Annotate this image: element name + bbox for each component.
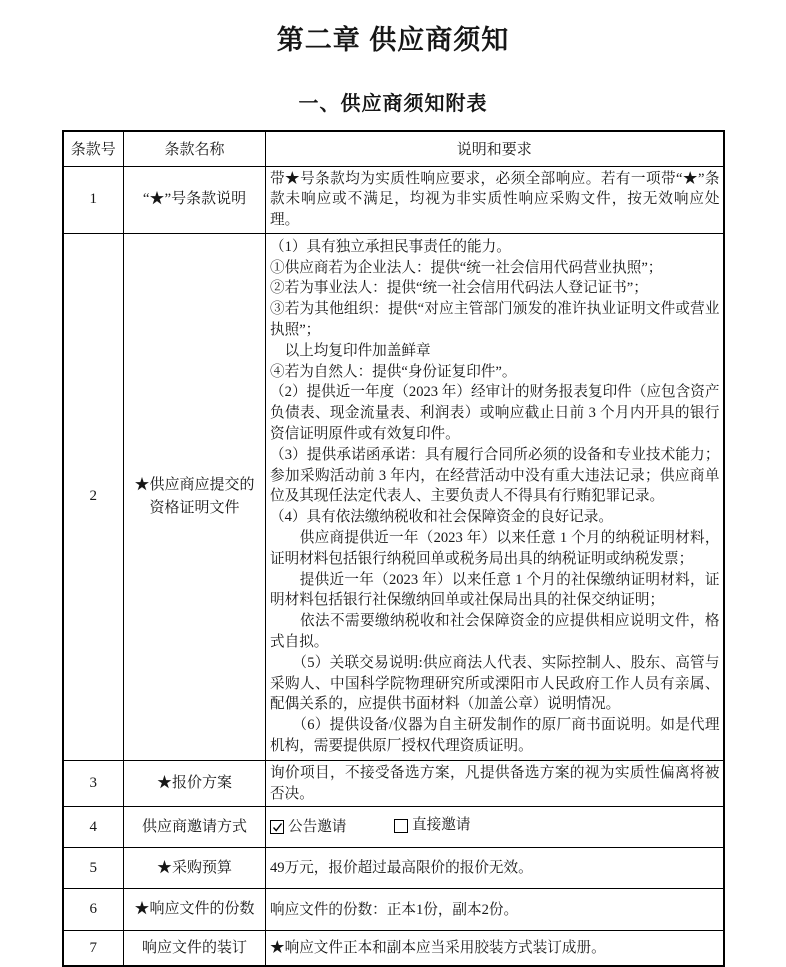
table-row-3 bbox=[63, 760, 724, 807]
option-label: 公告邀请 bbox=[288, 818, 347, 835]
clause-description bbox=[266, 760, 724, 807]
clause-description bbox=[266, 166, 724, 233]
description-paragraph: 以上均复印件加盖鲜章 bbox=[270, 342, 431, 359]
description-paragraph: （4）具有依法缴纳税收和社会保障资金的良好记录。 bbox=[270, 509, 613, 526]
description-paragraph: 带★号条款均为实质性响应要求，必须全部响应。若有一项带“★”条款未响应或不满足，均视为非实质性响应采购文件，按无效响应处理。 bbox=[270, 170, 720, 229]
clause-description bbox=[266, 807, 724, 848]
clause-description bbox=[266, 233, 724, 760]
column-header-description: 说明和要求 bbox=[266, 131, 724, 166]
description-paragraph: （6）提供设备/仪器为自主研发制作的原厂商书面说明。如是代理机构，需要提供原厂授权代理资质证明。 bbox=[270, 717, 720, 755]
table-row-2 bbox=[63, 233, 724, 760]
clause-description bbox=[266, 848, 724, 889]
table-header-row bbox=[63, 131, 724, 166]
table-row-6 bbox=[63, 889, 724, 931]
clause-number: 6 bbox=[63, 889, 124, 931]
clause-number: 1 bbox=[63, 166, 124, 233]
description-paragraph: 响应文件的份数：正本1份，副本2份。 bbox=[270, 901, 519, 918]
clause-name: “★”号条款说明 bbox=[124, 166, 266, 233]
description-paragraph: 提供近一年（2023 年）以来任意 1 个月的社保缴纳证明材料，证明材料包括银行社保缴纳回单或社保局出具的社保交纳证明； bbox=[270, 571, 720, 609]
table-row-1 bbox=[63, 166, 724, 233]
check-glyph bbox=[272, 822, 283, 833]
clause-number: 3 bbox=[63, 760, 124, 807]
clause-name: 响应文件的装订 bbox=[124, 931, 266, 966]
description-paragraph: ①供应商若为企业法人：提供“统一社会信用代码营业执照”； bbox=[270, 259, 663, 276]
checkbox-unchecked-icon bbox=[394, 819, 408, 833]
chapter-title: 第二章 供应商须知 bbox=[276, 25, 510, 55]
table-row-7 bbox=[63, 931, 724, 966]
clause-name: 供应商邀请方式 bbox=[124, 807, 266, 848]
description-paragraph: （5）关联交易说明:供应商法人代表、实际控制人、股东、高管与采购人、中国科学院物理研究所或溧阳市人民政府工作人员有亲属、配偶关系的，应提供书面材料（加盖公章）说明情况。 bbox=[270, 654, 720, 713]
description-paragraph: 依法不需要缴纳税收和社会保障资金的应提供相应说明文件，格式自拟。 bbox=[270, 613, 720, 651]
description-paragraph: 供应商提供近一年（2023 年）以来任意 1 个月的纳税证明材料，证明材料包括银行纳税回单或税务局出具的纳税证明或纳税发票； bbox=[270, 530, 720, 567]
description-paragraph: 49万元，报价超过最高限价的报价无效。 bbox=[270, 860, 533, 876]
clause-number: 5 bbox=[63, 848, 124, 889]
description-paragraph: ★响应文件正本和副本应当采用胶装方式装订成册。 bbox=[270, 939, 606, 956]
table-row-4 bbox=[63, 807, 724, 848]
checkbox-checked-icon bbox=[270, 820, 284, 834]
table-row-5 bbox=[63, 848, 724, 889]
invitation-option-direct bbox=[394, 815, 470, 836]
description-paragraph: ②若为事业法人：提供“统一社会信用代码法人登记证书”； bbox=[270, 280, 648, 297]
option-label: 直接邀请 bbox=[412, 817, 471, 834]
description-paragraph: （3）提供承诺函承诺：具有履行合同所必须的设备和专业技术能力；参加采购活动前 3 年内，在经营活动中没有重大违法记录；供应商单位及其现任法定代表人、主要负责人不得具有行贿犯罪记录。 bbox=[270, 446, 720, 505]
clause-number: 2 bbox=[63, 233, 124, 760]
clause-number: 4 bbox=[63, 807, 124, 848]
clause-name: ★供应商应提交的资格证明文件 bbox=[124, 233, 266, 760]
description-paragraph: ③若为其他组织：提供“对应主管部门颁发的准许执业证明文件或营业执照”； bbox=[270, 301, 720, 339]
description-paragraph: 询价项目，不接受备选方案，凡提供备选方案的视为实质性偏离将被否决。 bbox=[270, 764, 720, 802]
description-paragraph: ④若为自然人：提供“身份证复印件”。 bbox=[270, 363, 517, 380]
section-title: 一、供应商须知附表 bbox=[298, 93, 488, 115]
clause-description bbox=[266, 931, 724, 966]
clause-name: ★采购预算 bbox=[124, 848, 266, 889]
description-paragraph: （1）具有独立承担民事责任的能力。 bbox=[270, 238, 511, 255]
clause-name: ★响应文件的份数 bbox=[124, 889, 266, 931]
supplier-notice-table bbox=[62, 130, 725, 967]
column-header-clause-no: 条款号 bbox=[63, 131, 124, 166]
clause-name: ★报价方案 bbox=[124, 760, 266, 807]
description-paragraph: （2）提供近一年度（2023 年）经审计的财务报表复印件（应包含资产负债表、现金流量表、利润表）或响应截止日前 3 个月内开具的银行资信证明原件或有效复印件。 bbox=[270, 384, 720, 443]
invitation-option-public-announcement bbox=[270, 817, 346, 838]
clause-number: 7 bbox=[63, 931, 124, 966]
column-header-clause-name: 条款名称 bbox=[124, 131, 266, 166]
clause-description bbox=[266, 889, 724, 931]
